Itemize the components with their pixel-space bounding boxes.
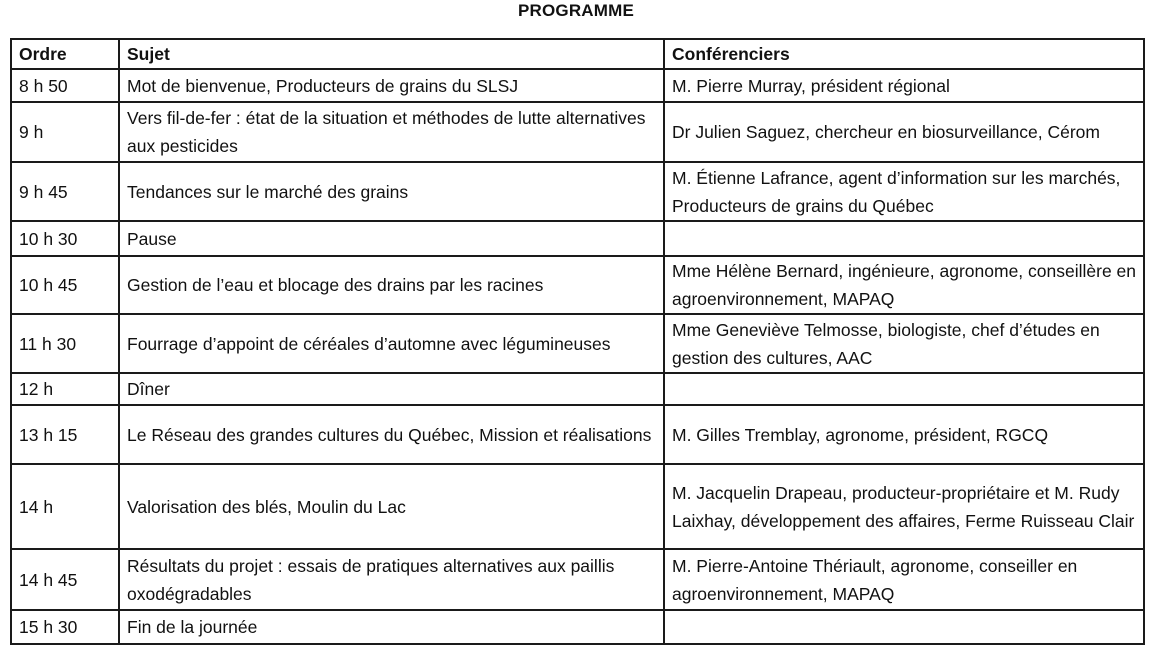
page-title: PROGRAMME (517, 1, 635, 20)
time-cell: 10 h 45 (11, 256, 119, 314)
table-row (11, 69, 1144, 102)
subject-cell: Fin de la journée (119, 610, 664, 644)
header-conferenciers: Conférenciers (664, 39, 1144, 69)
speakers-cell: M. Gilles Tremblay, agronome, président, RGCQ (664, 405, 1144, 464)
table-row (11, 405, 1144, 464)
speakers-cell: M. Pierre Murray, président régional (664, 69, 1144, 102)
table-row (11, 610, 1144, 644)
time-cell: 14 h (11, 464, 119, 549)
speakers-cell: M. Étienne Lafrance, agent d’information sur les marchés, Producteurs de grains du Québec (664, 162, 1144, 221)
subject-cell: Fourrage d’appoint de céréales d’automne avec légumineuses (119, 314, 664, 373)
subject-cell: Valorisation des blés, Moulin du Lac (119, 464, 664, 549)
speakers-cell (664, 221, 1144, 256)
subject-cell: Pause (119, 221, 664, 256)
time-cell: 11 h 30 (11, 314, 119, 373)
table-row (11, 256, 1144, 314)
table-row (11, 464, 1144, 549)
speakers-cell: Mme Hélène Bernard, ingénieure, agronome, conseillère en agroenvironnement, MAPAQ (664, 256, 1144, 314)
time-cell: 14 h 45 (11, 549, 119, 610)
time-cell: 8 h 50 (11, 69, 119, 102)
speakers-cell (664, 373, 1144, 405)
time-cell: 12 h (11, 373, 119, 405)
table-row (11, 102, 1144, 162)
subject-cell: Tendances sur le marché des grains (119, 162, 664, 221)
time-cell: 10 h 30 (11, 221, 119, 256)
table-row (11, 314, 1144, 373)
subject-cell: Dîner (119, 373, 664, 405)
table-row (11, 221, 1144, 256)
speakers-cell (664, 610, 1144, 644)
speakers-cell: M. Jacquelin Drapeau, producteur-propriétaire et M. Rudy Laixhay, développement des affaires, Ferme Ruisseau Clair (664, 464, 1144, 549)
subject-cell: Vers fil-de-fer : état de la situation et méthodes de lutte alternatives aux pesticides (119, 102, 664, 162)
time-cell: 9 h (11, 102, 119, 162)
speakers-cell: Mme Geneviève Telmosse, biologiste, chef d’études en gestion des cultures, AAC (664, 314, 1144, 373)
header-sujet: Sujet (119, 39, 664, 69)
time-cell: 15 h 30 (11, 610, 119, 644)
table-header-row (11, 39, 1144, 69)
subject-cell: Gestion de l’eau et blocage des drains par les racines (119, 256, 664, 314)
table-row (11, 373, 1144, 405)
table-row (11, 162, 1144, 221)
subject-cell: Résultats du projet : essais de pratiques alternatives aux paillis oxodégradables (119, 549, 664, 610)
programme-table (10, 38, 1145, 645)
subject-cell: Mot de bienvenue, Producteurs de grains du SLSJ (119, 69, 664, 102)
table-row (11, 549, 1144, 610)
speakers-cell: M. Pierre-Antoine Thériault, agronome, conseiller en agroenvironnement, MAPAQ (664, 549, 1144, 610)
time-cell: 13 h 15 (11, 405, 119, 464)
subject-cell: Le Réseau des grandes cultures du Québec, Mission et réalisations (119, 405, 664, 464)
speakers-cell: Dr Julien Saguez, chercheur en biosurveillance, Cérom (664, 102, 1144, 162)
time-cell: 9 h 45 (11, 162, 119, 221)
header-ordre: Ordre (11, 39, 119, 69)
